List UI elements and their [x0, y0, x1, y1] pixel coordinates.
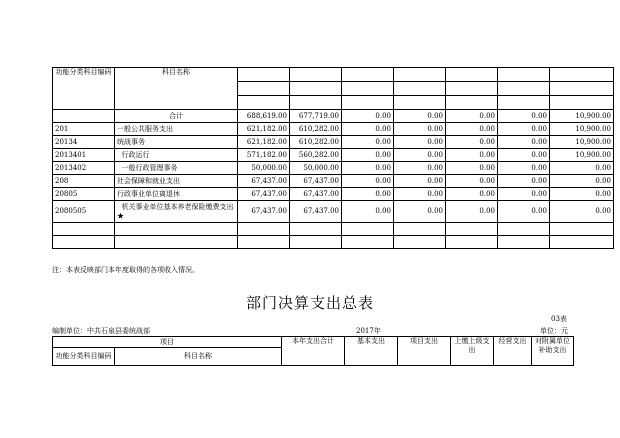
amount-cell: 67,437.00 [238, 188, 290, 201]
item-header: 项目 [53, 337, 282, 348]
amount-cell: 0.00 [446, 149, 498, 162]
function-code-cell: 2013401 [53, 149, 115, 162]
col-subsidiary-subsidy: 对附属单位补助支出 [532, 337, 574, 366]
amount-cell: 0.00 [446, 110, 498, 123]
function-code-cell: 208 [53, 175, 115, 188]
table-row [53, 136, 614, 149]
amount-cell: 10,900.00 [550, 110, 614, 123]
amount-cell: 0.00 [498, 149, 550, 162]
amount-cell: 10,900.00 [550, 136, 614, 149]
col-operating-expense: 经营支出 [494, 337, 532, 366]
amount-cell: 0.00 [394, 162, 446, 175]
amount-cell: 688,619.00 [238, 110, 290, 123]
amount-cell: 50,000.00 [290, 162, 342, 175]
amount-cell: 0.00 [342, 162, 394, 175]
subject-name-cell: 一般公共服务支出 [115, 123, 238, 136]
amount-cell: 0.00 [342, 110, 394, 123]
subject-name-cell: 合计 [115, 110, 238, 123]
amount-cell: 67,437.00 [290, 188, 342, 201]
amount-cell: 0.00 [550, 201, 614, 223]
amount-cell: 0.00 [394, 136, 446, 149]
table-row [53, 188, 614, 201]
amount-cell: 0.00 [394, 123, 446, 136]
amount-cell: 0.00 [446, 162, 498, 175]
amount-cell: 0.00 [498, 162, 550, 175]
table-note: 注：本表反映部门本年度取得的各项收入情况。 [52, 266, 199, 274]
table-row [53, 110, 614, 123]
amount-cell: 0.00 [394, 110, 446, 123]
col-header-function-code: 功能分类科目编码 [53, 348, 115, 366]
amount-cell: 0.00 [446, 175, 498, 188]
subject-name-cell: 机关事业单位基本养老保险缴费支出★ [115, 201, 238, 223]
amount-cell: 0.00 [550, 175, 614, 188]
table-row [53, 149, 614, 162]
year-label: 2017年 [356, 327, 381, 335]
col-header-subject-name: 科目名称 [115, 348, 282, 366]
page-title: 部门决算支出总表 [245, 294, 374, 312]
form-number: 03表 [551, 315, 567, 323]
table-row [53, 123, 614, 136]
amount-cell: 10,900.00 [550, 123, 614, 136]
income-summary-table [52, 67, 614, 249]
amount-cell: 560,282.00 [290, 149, 342, 162]
amount-cell: 0.00 [446, 188, 498, 201]
amount-cell: 0.00 [446, 201, 498, 223]
table-row [53, 162, 614, 175]
amount-cell: 0.00 [498, 188, 550, 201]
col-project-expense: 项目支出 [398, 337, 451, 366]
amount-cell: 0.00 [394, 175, 446, 188]
amount-cell: 0.00 [394, 149, 446, 162]
amount-cell: 10,900.00 [550, 149, 614, 162]
col-header-function-code: 功能分类科目编码 [53, 68, 115, 110]
amount-cell: 0.00 [550, 188, 614, 201]
amount-cell: 50,000.00 [238, 162, 290, 175]
expenditure-summary-table [52, 336, 574, 366]
amount-cell: 677,719.00 [290, 110, 342, 123]
subject-name-cell: 行政运行 [115, 149, 238, 162]
function-code-cell [53, 110, 115, 123]
amount-cell: 0.00 [342, 175, 394, 188]
amount-cell: 621,182.00 [238, 136, 290, 149]
currency-label: 单位：元 [540, 327, 568, 335]
function-code-cell: 201 [53, 123, 115, 136]
amount-cell: 0.00 [342, 123, 394, 136]
subject-name-cell: 一般行政管理事务 [115, 162, 238, 175]
col-header-subject-name: 科目名称 [115, 68, 238, 110]
amount-cell: 0.00 [498, 201, 550, 223]
amount-cell: 0.00 [342, 201, 394, 223]
amount-cell: 0.00 [394, 201, 446, 223]
amount-cell: 0.00 [498, 175, 550, 188]
amount-cell: 0.00 [394, 188, 446, 201]
function-code-cell: 20805 [53, 188, 115, 201]
amount-cell: 610,282.00 [290, 136, 342, 149]
amount-cell: 571,182.00 [238, 149, 290, 162]
empty-row [53, 236, 614, 249]
subject-name-cell: 社会保障和就业支出 [115, 175, 238, 188]
empty-row [53, 223, 614, 236]
unit-label: 编制单位：中共石泉县委统战部 [52, 327, 150, 335]
amount-cell: 0.00 [342, 136, 394, 149]
amount-cell: 67,437.00 [290, 201, 342, 223]
amount-cell: 0.00 [498, 136, 550, 149]
function-code-cell: 2080505 [53, 201, 115, 223]
col-basic-expense: 基本支出 [345, 337, 398, 366]
col-upper-level-expense: 上缴上级支出 [451, 337, 494, 366]
function-code-cell: 2013402 [53, 162, 115, 175]
amount-cell: 0.00 [446, 123, 498, 136]
subject-name-cell: 行政事业单位离退休 [115, 188, 238, 201]
amount-cell: 67,437.00 [238, 201, 290, 223]
col-total-expense: 本年支出合计 [282, 337, 345, 366]
amount-cell: 0.00 [342, 188, 394, 201]
table-row [53, 201, 614, 223]
amount-cell: 0.00 [498, 123, 550, 136]
amount-cell: 67,437.00 [290, 175, 342, 188]
amount-cell: 0.00 [550, 162, 614, 175]
function-code-cell: 20134 [53, 136, 115, 149]
amount-cell: 0.00 [446, 136, 498, 149]
amount-cell: 67,437.00 [238, 175, 290, 188]
subject-name-cell: 统战事务 [115, 136, 238, 149]
amount-cell: 0.00 [498, 110, 550, 123]
amount-cell: 0.00 [342, 149, 394, 162]
amount-cell: 621,182.00 [238, 123, 290, 136]
amount-cell: 610,282.00 [290, 123, 342, 136]
table-row [53, 175, 614, 188]
